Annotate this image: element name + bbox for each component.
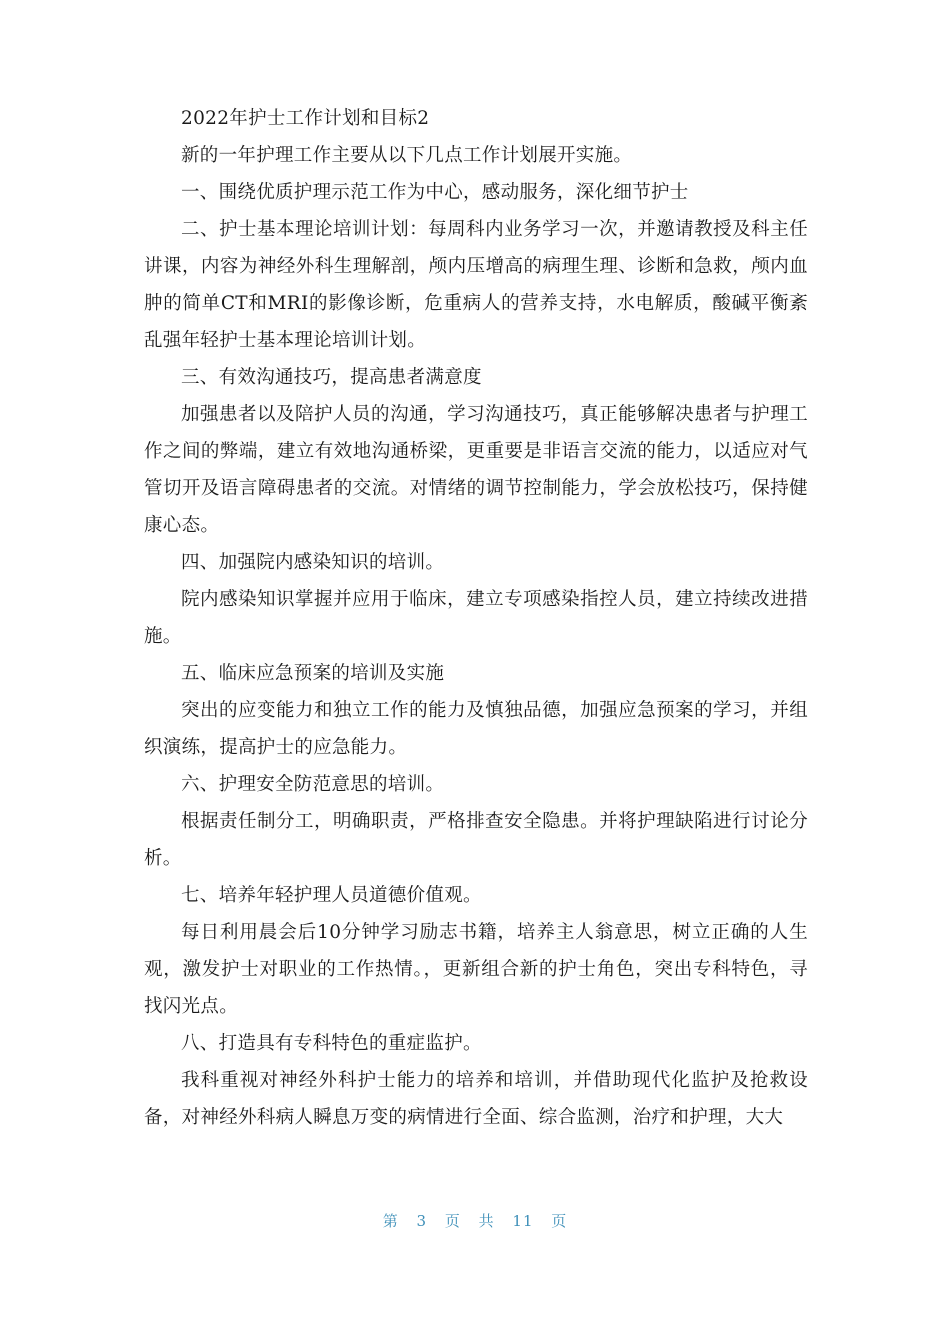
total-page-count: 11 [512,1212,534,1230]
footer-ye-2: 页 [551,1212,568,1230]
paragraph-infection: 院内感染知识掌握并应用于临床，建立专项感染指控人员，建立持续改进措施。 [144,589,808,647]
section-heading-1: 一、围绕优质护理示范工作为中心，感动服务，深化细节护士 [181,182,689,203]
paragraph-values: 每日利用晨会后10分钟学习励志书籍，培养主人翁意思，树立正确的人生观，激发护士对职业的工作热情。，更新组合新的护士角色，突出专科特色，寻找闪光点。 [144,922,808,1017]
document-title: 2022年护士工作计划和目标2 [181,108,430,129]
footer-di: 第 [382,1212,399,1230]
paragraph-icu: 我科重视对神经外科护士能力的培养和培训，并借助现代化监护及抢救设备，对神经外科病人瞬息万变的病情进行全面、综合监测，治疗和护理，大大 [144,1070,808,1128]
paragraph-intro: 新的一年护理工作主要从以下几点工作计划展开实施。 [181,145,633,166]
document-body [144,100,808,1136]
current-page-number: 3 [416,1212,428,1230]
section-heading-6: 六、护理安全防范意思的培训。 [181,774,445,795]
section-heading-2: 二、护士基本理论培训计划：每周科内业务学习一次，并邀请教授及科主任讲课，内容为神经外科生理解剖，颅内压增高的病理生理、诊断和急救，颅内血肿的简单CT和MRI的影像诊断，危重病人的营养支持，水电解质，酸碱平衡紊乱强年轻护士基本理论培训计划。 [144,219,808,351]
section-heading-3: 三、有效沟通技巧，提高患者满意度 [181,367,482,388]
footer-ye: 页 [444,1212,461,1230]
section-heading-5: 五、临床应急预案的培训及实施 [181,663,445,684]
page-number-footer [0,1210,950,1231]
paragraph-communication: 加强患者以及陪护人员的沟通，学习沟通技巧，真正能够解决患者与护理工作之间的弊端，建立有效地沟通桥梁，更重要是非语言交流的能力，以适应对气管切开及语言障碍患者的交流。对情绪的调节控制能力，学会放松技巧，保持健康心态。 [144,404,808,536]
footer-gong: 共 [478,1212,495,1230]
paragraph-emergency: 突出的应变能力和独立工作的能力及慎独品德，加强应急预案的学习，并组织演练，提高护士的应急能力。 [144,700,808,758]
section-heading-8: 八、打造具有专科特色的重症监护。 [181,1033,482,1054]
section-heading-4: 四、加强院内感染知识的培训。 [181,552,445,573]
paragraph-safety: 根据责任制分工，明确职责，严格排查安全隐患。并将护理缺陷进行讨论分析。 [144,811,808,869]
section-heading-7: 七、培养年轻护理人员道德价值观。 [181,885,482,906]
